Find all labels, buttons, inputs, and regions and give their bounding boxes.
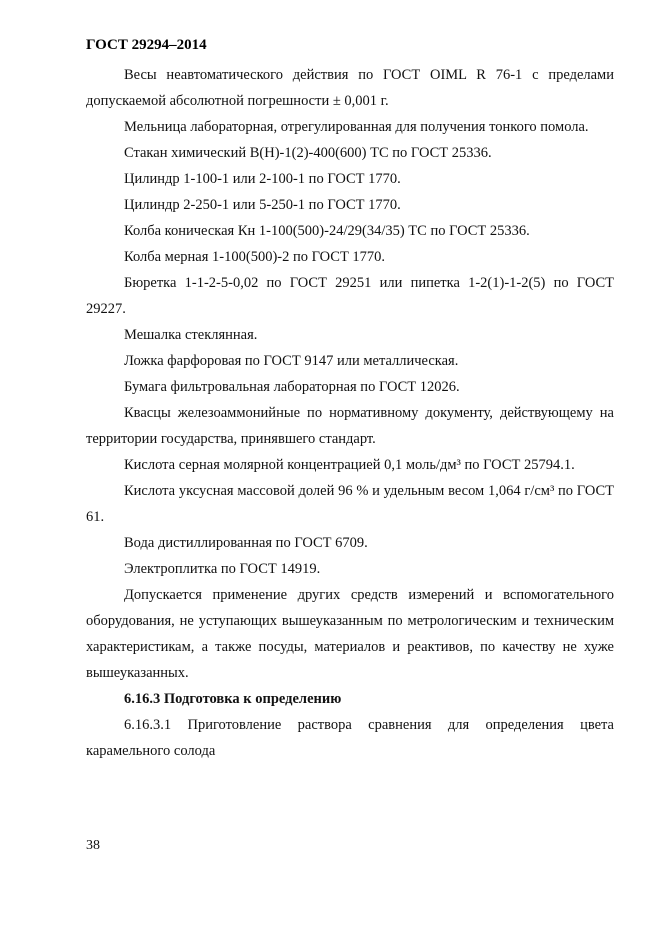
paragraph-beaker: Стакан химический В(Н)-1(2)-400(600) ТС по ГОСТ 25336. [124,145,492,161]
paragraph-mill: Мельница лабораторная, отрегулированная для получения тонкого помола. [124,119,589,135]
paragraph-cylinder-100: Цилиндр 1-100-1 или 2-100-1 по ГОСТ 1770. [124,171,401,187]
paragraph-volumetric-flask: Колба мерная 1-100(500)-2 по ГОСТ 1770. [124,249,386,265]
paragraph-stirrer: Мешалка стеклянная. [124,327,258,343]
paragraph-alternatives: Допускается применение других средств измерений и вспомогательного оборудования, не уступающих вышеуказанным по метрологическим и техническим характеристикам, а также посуды, материалов и реактивов, по качеству не хуже вышеуказанных. [86,587,614,681]
paragraph-burette: Бюретка 1-1-2-5-0,02 по ГОСТ 29251 или пипетка 1-2(1)-1-2(5) по ГОСТ 29227. [86,275,614,317]
paragraph-alum: Квасцы железоаммонийные по нормативному документу, действующему на территории государства, принявшего стандарт. [86,405,614,447]
document-header: ГОСТ 29294–2014 [86,37,207,53]
page-number: 38 [86,838,100,853]
document-body [86,62,614,764]
paragraph-cylinder-250: Цилиндр 2-250-1 или 5-250-1 по ГОСТ 1770. [124,197,401,213]
paragraph-scales: Весы неавтоматического действия по ГОСТ OIML R 76-1 с пределами допускаемой абсолютной погрешности ± 0,001 г. [86,67,614,109]
section-heading: 6.16.3 Подготовка к определению [124,691,342,707]
paragraph-spoon: Ложка фарфоровая по ГОСТ 9147 или металлическая. [124,353,459,369]
paragraph-hotplate: Электроплитка по ГОСТ 14919. [124,561,321,577]
paragraph-filter-paper: Бумага фильтровальная лабораторная по ГОСТ 12026. [124,379,460,395]
paragraph-solution-prep: 6.16.3.1 Приготовление раствора сравнения для определения цвета карамельного солода [86,717,614,759]
paragraph-acetic-acid: Кислота уксусная массовой долей 96 % и удельным весом 1,064 г/см³ по ГОСТ 61. [86,483,614,525]
paragraph-sulfuric-acid: Кислота серная молярной концентрацией 0,1 моль/дм³ по ГОСТ 25794.1. [124,457,575,473]
paragraph-distilled-water: Вода дистиллированная по ГОСТ 6709. [124,535,368,551]
paragraph-conical-flask: Колба коническая Кн 1-100(500)-24/29(34/35) ТС по ГОСТ 25336. [124,223,530,239]
